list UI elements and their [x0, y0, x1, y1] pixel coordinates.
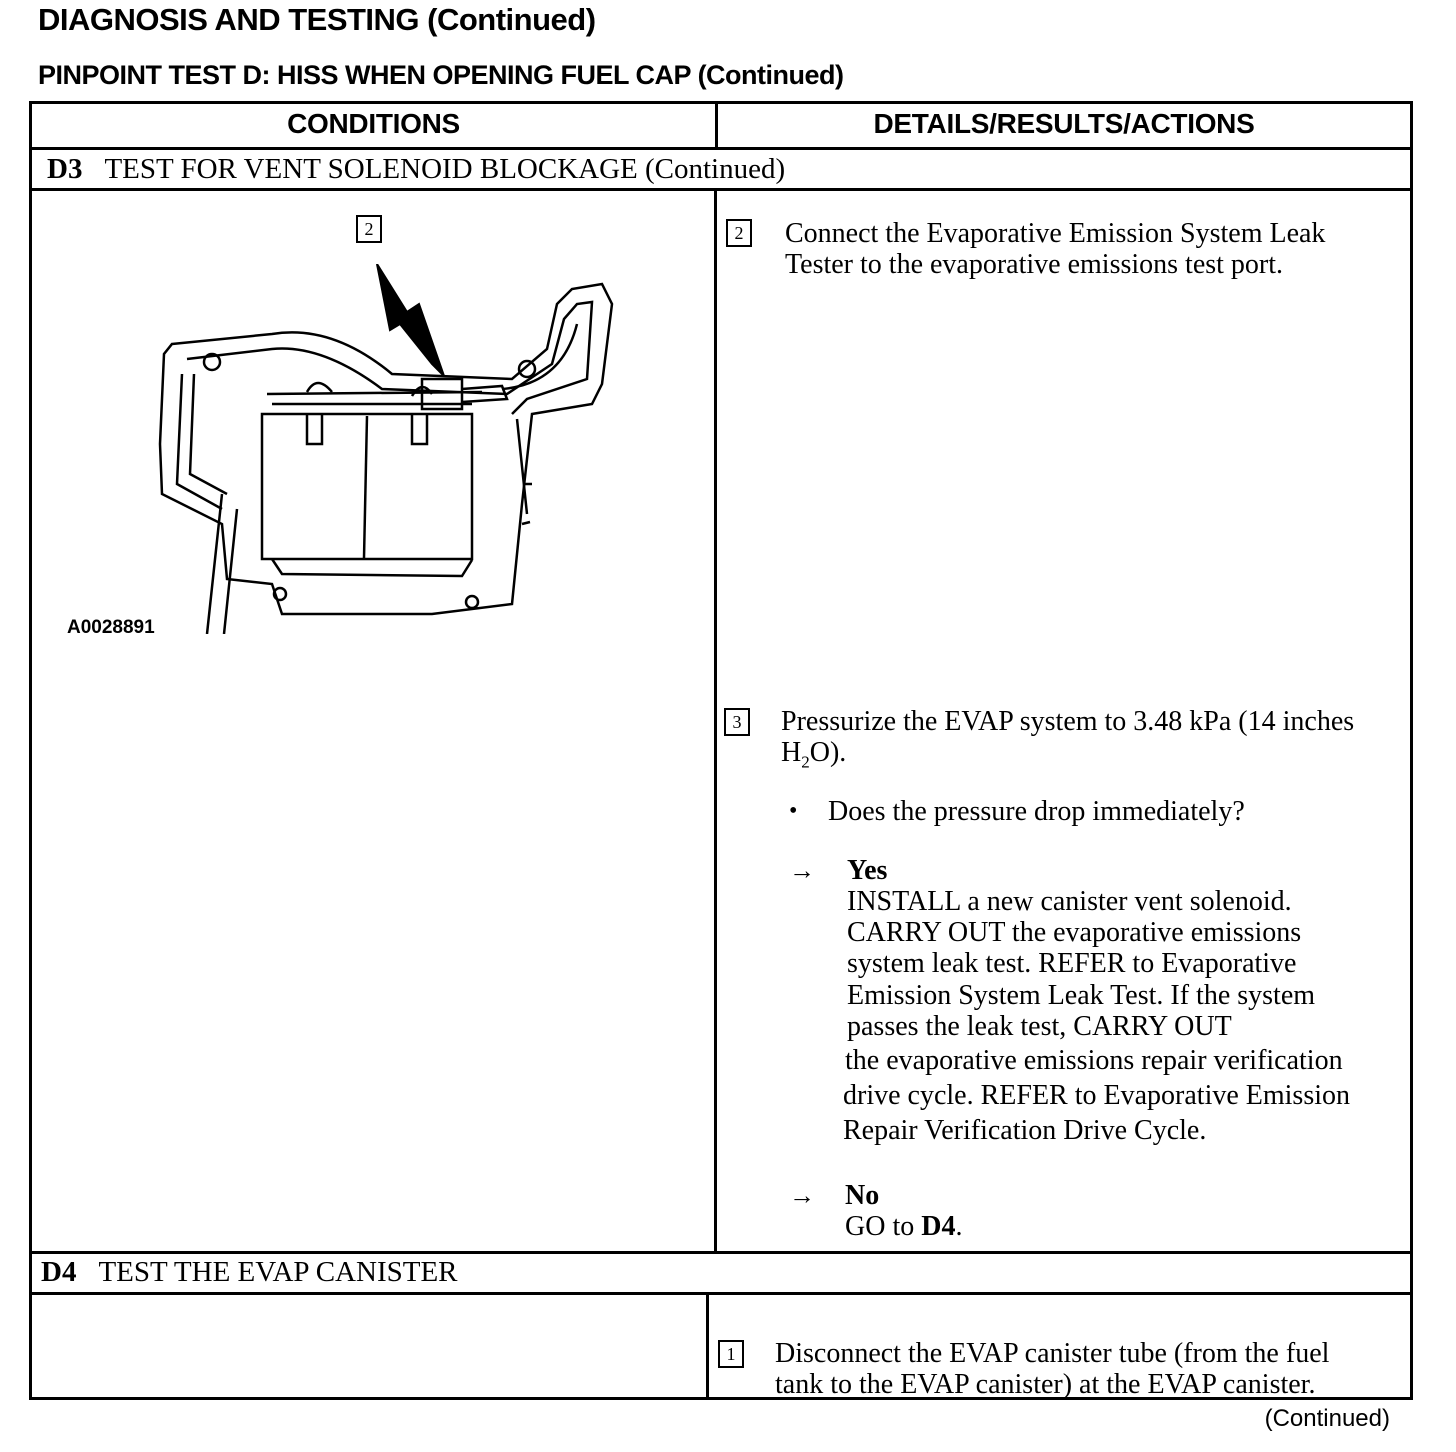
body-divider: [706, 1294, 709, 1400]
details-column-header: DETAILS/RESULTS/ACTIONS: [873, 108, 1255, 139]
section-d3-header: [47, 153, 785, 186]
canister-bottom: [272, 559, 472, 576]
bolt: [519, 361, 535, 377]
bracket-outline: [160, 284, 612, 614]
tube-left: [207, 494, 237, 634]
section-d3-id: D3: [47, 153, 83, 185]
pinpoint-test-title: PINPOINT TEST D: HISS WHEN OPENING FUEL CAP (Continued): [38, 60, 844, 90]
yes-line-2: CARRY OUT the evaporative emissions: [847, 917, 1302, 948]
question-bullet: •: [789, 798, 798, 824]
vent-solenoid-illustration: [132, 264, 652, 634]
question-text: Does the pressure drop immediately?: [828, 796, 1245, 827]
figure-step-box: 2: [356, 215, 382, 243]
yes-line-8: Repair Verification Drive Cycle.: [843, 1115, 1207, 1146]
step-2-line-2: Tester to the evaporative emissions test port.: [785, 249, 1284, 280]
no-arrow-icon: →: [789, 1181, 815, 1210]
canister-top: [267, 392, 482, 404]
canister-divider: [364, 416, 367, 558]
yes-line-5: passes the leak test, CARRY OUT: [847, 1011, 1232, 1042]
canister-port-1: [307, 383, 332, 392]
row-divider: [32, 147, 1410, 150]
yes-line-3: system leak test. REFER to Evaporative: [847, 948, 1297, 979]
bolt: [466, 596, 478, 608]
conditions-column-header: CONDITIONS: [287, 108, 460, 139]
canister-tab-2: [412, 414, 427, 444]
yes-line-7: drive cycle. REFER to Evaporative Emission: [843, 1080, 1351, 1111]
step-2-box: 2: [726, 219, 752, 247]
figure-label: A0028891: [67, 617, 155, 638]
no-action: GO to D4.: [845, 1211, 963, 1242]
section-d4-title: TEST THE EVAP CANISTER: [98, 1256, 458, 1288]
section-d3-title: TEST FOR VENT SOLENOID BLOCKAGE (Continued): [104, 153, 786, 185]
yes-line-4: Emission System Leak Test. If the system: [847, 980, 1316, 1011]
step-3-line-1: Pressurize the EVAP system to 3.48 kPa (14 inches: [781, 706, 1355, 737]
yes-label: Yes: [847, 855, 888, 886]
canister-tab-1: [307, 414, 322, 444]
pointer-arrow-icon: [377, 264, 444, 376]
step-3-box: 3: [724, 708, 750, 736]
step-2-line-1: Connect the Evaporative Emission System Leak: [785, 218, 1326, 249]
d4-step-1-box: 1: [718, 1340, 744, 1368]
yes-line-6: the evaporative emissions repair verification: [845, 1045, 1343, 1076]
step-3-line-2: $H_2O$).: [781, 737, 847, 772]
section-d4-id: D4: [41, 1256, 77, 1288]
d4-step-1-line-1: Disconnect the EVAP canister tube (from the fuel: [775, 1338, 1330, 1369]
section-d4-header: [41, 1256, 458, 1289]
row-divider: [32, 1251, 1410, 1254]
diagnosis-table: [29, 101, 1413, 1400]
body-divider: [714, 190, 717, 1254]
row-divider: [32, 188, 1410, 191]
row-divider: [32, 1292, 1410, 1295]
rail-left-2: [190, 374, 227, 494]
d4-step-1-line-2: tank to the EVAP canister) at the EVAP canister.: [775, 1369, 1316, 1400]
yes-line-1: INSTALL a new canister vent solenoid.: [847, 886, 1292, 917]
header-divider: [715, 104, 718, 148]
yes-arrow-icon: →: [789, 856, 815, 885]
no-label: No: [845, 1180, 880, 1211]
continued-note: (Continued): [1264, 1405, 1390, 1432]
page-title: DIAGNOSIS AND TESTING (Continued): [38, 2, 596, 37]
